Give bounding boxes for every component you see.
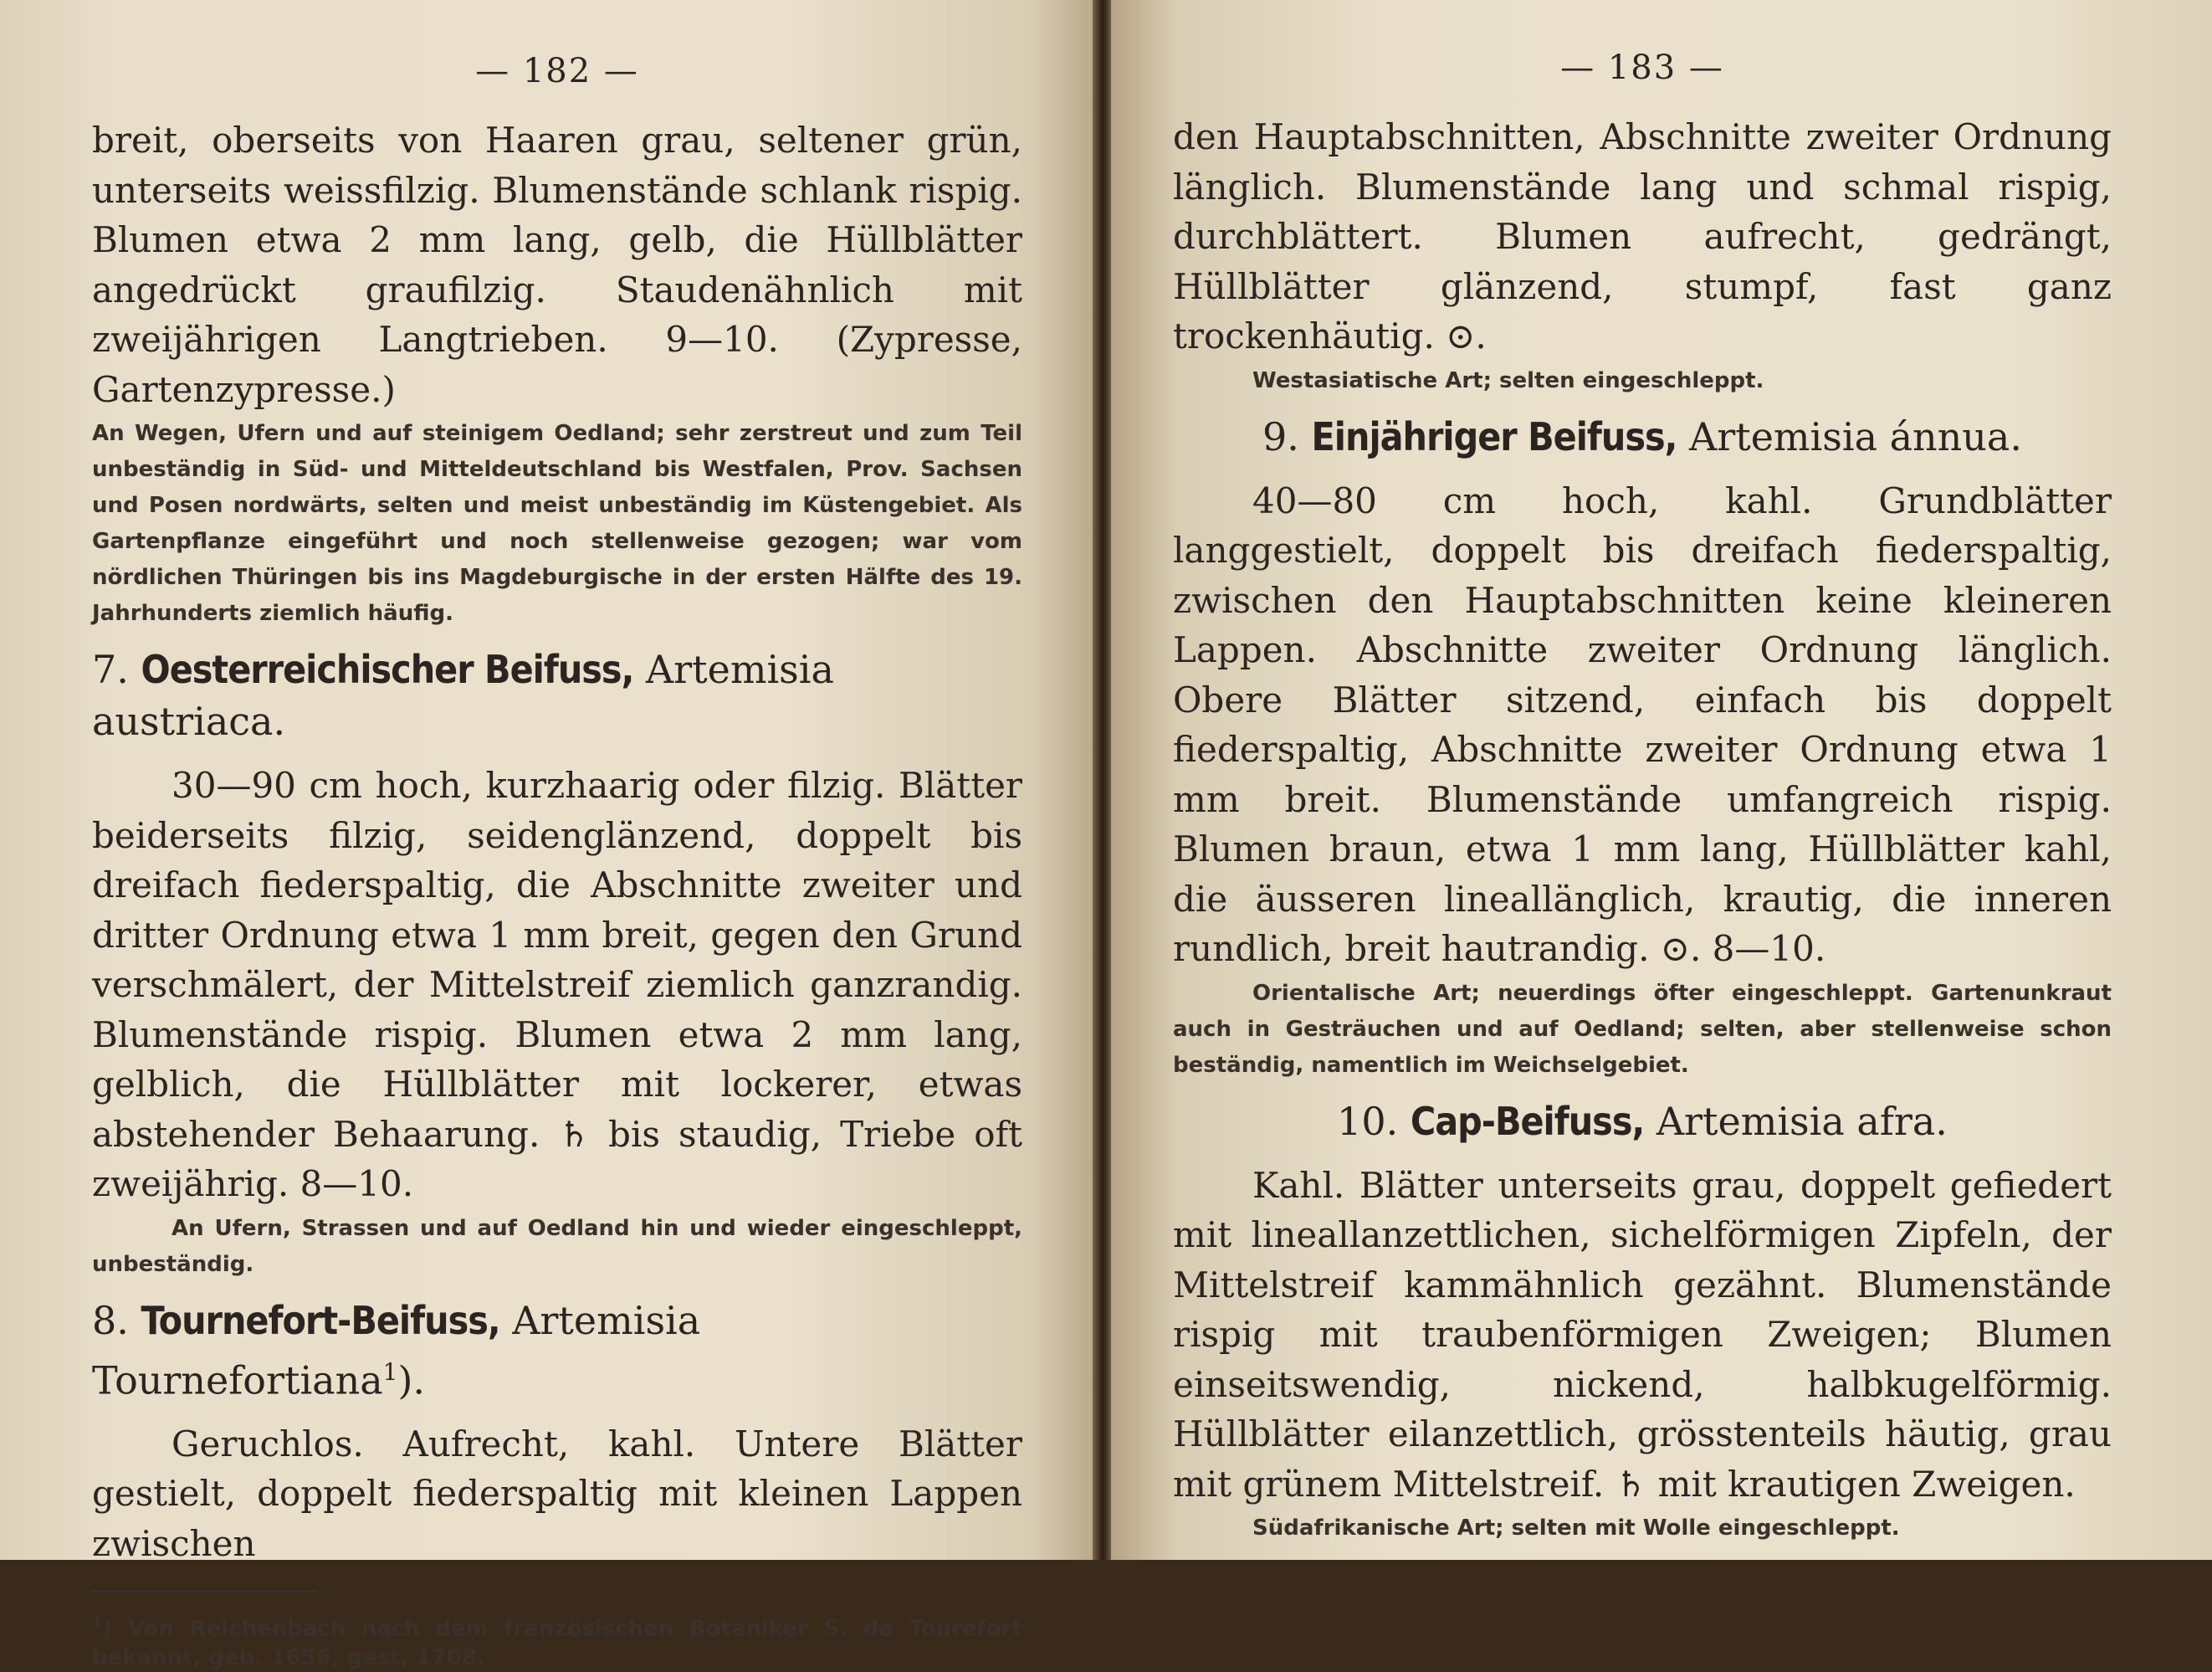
species-heading	[1173, 411, 2112, 463]
species-common-name: Cap-Beifuss,	[1410, 1098, 1645, 1144]
footnote-text: ) Von Reichenbach nach dem französischen Botaniker S. de Tourefort bekannt, geb. 1656, gest, 1708.	[92, 1616, 1022, 1670]
species-heading	[92, 1295, 1022, 1406]
continued-text: den Hauptabschnitten, Abschnitte zweiter Ordnung länglich. Blumenstände lang und schmal rispig, durchblättert. Blumen aufrecht, gedrängt, Hüllblätter glänzend, stumpf, fast ganz trockenhäutig. ⊙.	[1173, 116, 2112, 356]
distribution-note: An Wegen, Ufern und auf steinigem Oedland; sehr zerstreut und zum Teil unbeständig in Süd- und Mitteldeutschland bis Westfalen, Prov. Sachsen und Posen nordwärts, selten und meist unbeständig im Küstengebiet. Als Gartenpflanze eingeführt und noch stellenweise gezogen; war vom nördlichen Thüringen bis ins Magdeburgische in der ersten Hälfte des 19. Jahrhunderts ziemlich häufig.	[92, 421, 1022, 626]
left-page	[0, 0, 1096, 1670]
footnote-divider	[92, 1590, 318, 1593]
species-heading	[1173, 1095, 2112, 1147]
species-number: 7.	[92, 647, 129, 692]
footnote-reference: 1	[382, 1357, 398, 1386]
species-common-name: Oesterreichischer Beifuss,	[141, 647, 634, 692]
species-number: 8.	[92, 1297, 129, 1343]
species-common-name: Tournefort-Beifuss,	[141, 1297, 500, 1343]
distribution-note: An Ufern, Strassen und auf Oedland hin und wieder eingeschleppt, unbeständig.	[92, 1215, 1022, 1277]
distribution-note: Südafrikanische Art; selten mit Wolle eingeschleppt.	[1252, 1516, 1900, 1541]
distribution-note: Westasiatische Art; selten eingeschleppt.	[1252, 367, 1764, 393]
distribution-note: Orientalische Art; neuerdings öfter eingeschleppt. Gartenunkraut auch in Gesträuchen und auf Oedland; selten, aber stellenweise schon beständig, namentlich im Weichselgebiet.	[1173, 980, 2112, 1078]
heading-end-punctuation: ).	[397, 1357, 426, 1403]
footnote	[92, 1609, 1022, 1672]
species-number: 9.	[1262, 413, 1299, 459]
species-description: 40—80 cm hoch, kahl. Grundblätter langgestielt, doppelt bis dreifach fiederspaltig, zwischen den Hauptabschnitten keine kleineren Lappen. Abschnitte zweiter Ordnung länglich. Obere Blätter sitzend, einfach bis doppelt fiederspaltig, Abschnitte zweiter Ordnung etwa 1 mm breit. Blumenstände umfangreich rispig. Blumen braun, etwa 1 mm lang, Hüllblätter kahl, die äusseren lineallänglich, krautig, die inneren rundlich, breit hautrandig. ⊙. 8—10.	[1173, 480, 2112, 969]
page-number: — 183 —	[1560, 49, 1724, 87]
species-latin-name: Artemisia Tournefortiana	[92, 1297, 701, 1403]
species-latin-name: Artemisia ánnua.	[1689, 413, 2022, 459]
right-page	[1111, 0, 2212, 1560]
continued-text: breit, oberseits von Haaren grau, seltener grün, unterseits weissfilzig. Blumenstände schlank rispig. Blumen etwa 2 mm lang, gelb, die Hüllblätter angedrückt graufilzig. Staudenähnlich mit zweijährigen Langtrieben. 9—10. (Zypresse, Gartenzypresse.)	[92, 120, 1022, 410]
species-common-name: Einjähriger Beifuss,	[1311, 413, 1677, 459]
species-latin-name: Artemisia afra.	[1656, 1098, 1948, 1144]
species-number: 10.	[1337, 1098, 1399, 1144]
footnote-mark: 1	[92, 1614, 103, 1633]
species-description: Geruchlos. Aufrecht, kahl. Untere Blätter gestielt, doppelt fiederspaltig mit kleinen Lappen zwischen	[92, 1423, 1022, 1564]
species-heading	[92, 644, 1022, 747]
species-description: Kahl. Blätter unterseits grau, doppelt gefiedert mit lineallanzettlichen, sichelförmigen Zipfeln, der Mittelstreif kammähnlich gezähnt. Blumenstände rispig mit traubenförmigen Zweigen; Blumen einseitswendig, nickend, halbkugelförmig. Hüllblätter eilanzettlich, grösstenteils häutig, grau mit grünem Mittelstreif. ♄ mit krautigen Zweigen.	[1173, 1164, 2112, 1505]
species-latin-name: Artemisia austriaca.	[92, 647, 834, 744]
page-number: — 182 —	[475, 52, 639, 90]
species-description: 30—90 cm hoch, kurzhaarig oder filzig. Blätter beiderseits filzig, seidenglänzend, doppelt bis dreifach fiederspaltig, die Abschnitte zweiter und dritter Ordnung etwa 1 mm breit, gegen den Grund verschmälert, der Mittelstreif ziemlich ganzrandig. Blumenstände rispig. Blumen etwa 2 mm lang, gelblich, die Hüllblätter mit lockerer, etwas abstehender Behaarung. ♄ bis staudig, Triebe oft zweijährig. 8—10.	[92, 765, 1022, 1204]
